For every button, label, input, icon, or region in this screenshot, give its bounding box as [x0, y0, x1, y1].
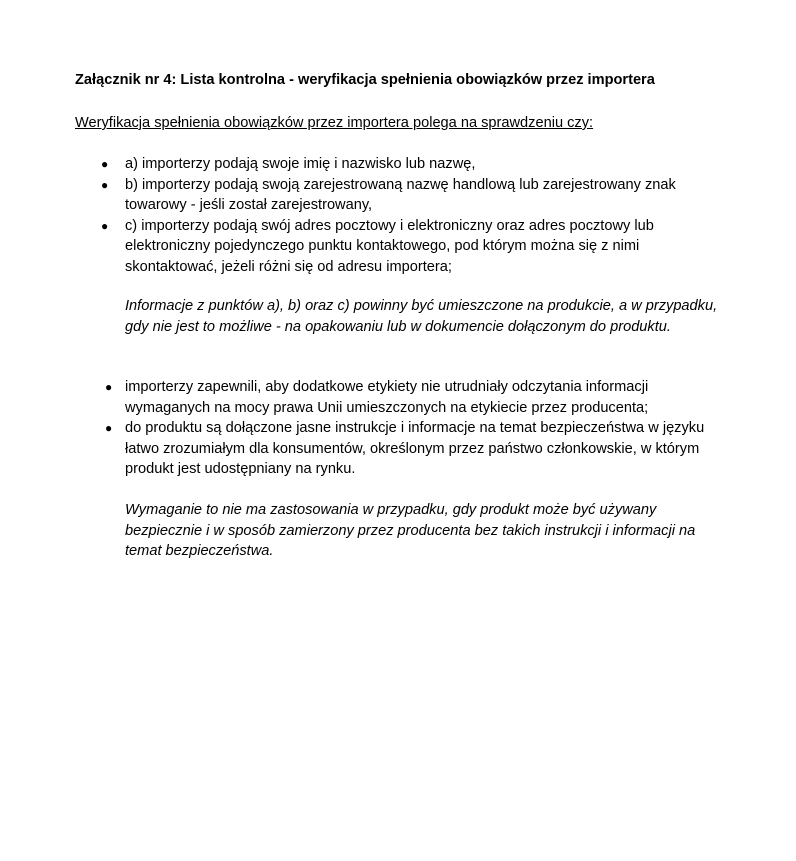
list-item	[75, 418, 725, 480]
bullet-icon: ●	[105, 380, 113, 394]
list-item-text: importerzy zapewnili, aby dodatkowe etykiety nie utrudniały odczytania informacji wymaganych na mocy prawa Unii umieszczonych na etykiecie przez producenta;	[125, 379, 649, 416]
bullet-icon: ●	[105, 421, 113, 435]
list-item-text: do produktu są dołączone jasne instrukcje i informacje na temat bezpieczeństwa w języku łatwo zrozumiałym dla konsumentów, określonym przez państwo członkowskie, w którym produkt jest udostępniany na rynku.	[125, 420, 705, 477]
bullet-icon: ●	[101, 177, 109, 192]
list-item	[75, 377, 725, 418]
note-addresses: Informacje z punktów a), b) oraz c) powinny być umieszczone na produkcie, a w przypadku, gdy nie jest to możliwe - na opakowaniu lub w dokumencie dołączonym do produktu.	[125, 298, 718, 335]
list-item	[75, 154, 725, 175]
document-title: Załącznik nr 4: Lista kontrolna - weryfikacja spełnienia obowiązków przez importera	[75, 72, 655, 88]
list-item-text: c) importerzy podają swój adres pocztowy i elektroniczny oraz adres pocztowy lub elektroniczny pojedynczego punktu kontaktowego, pod którym można się z nimi skontaktować, jeżeli różni się od adresu importera;	[125, 217, 654, 275]
note-exception: Wymaganie to nie ma zastosowania w przypadku, gdy produkt może być używany bezpiecznie i w sposób zamierzony przez producenta bez takich instrukcji i informacji na temat bezpieczeństwa.	[125, 502, 696, 559]
bullet-icon: ●	[101, 157, 109, 171]
requirements-list-1	[75, 154, 725, 277]
list-item-text: b) importerzy podają swoją zarejestrowaną nazwę handlową lub zarejestrowany znak towarowy - jeśli został zarejestrowany,	[125, 176, 676, 213]
bullet-icon: ●	[101, 218, 109, 233]
intro-text: Weryfikacja spełnienia obowiązków przez importera polega na sprawdzeniu czy:	[75, 115, 594, 131]
document-page	[75, 70, 725, 559]
requirements-list-2	[75, 377, 725, 480]
list-item-text: a) importerzy podają swoje imię i nazwisko lub nazwę,	[125, 156, 476, 172]
list-item	[75, 175, 725, 216]
list-item	[75, 216, 725, 278]
